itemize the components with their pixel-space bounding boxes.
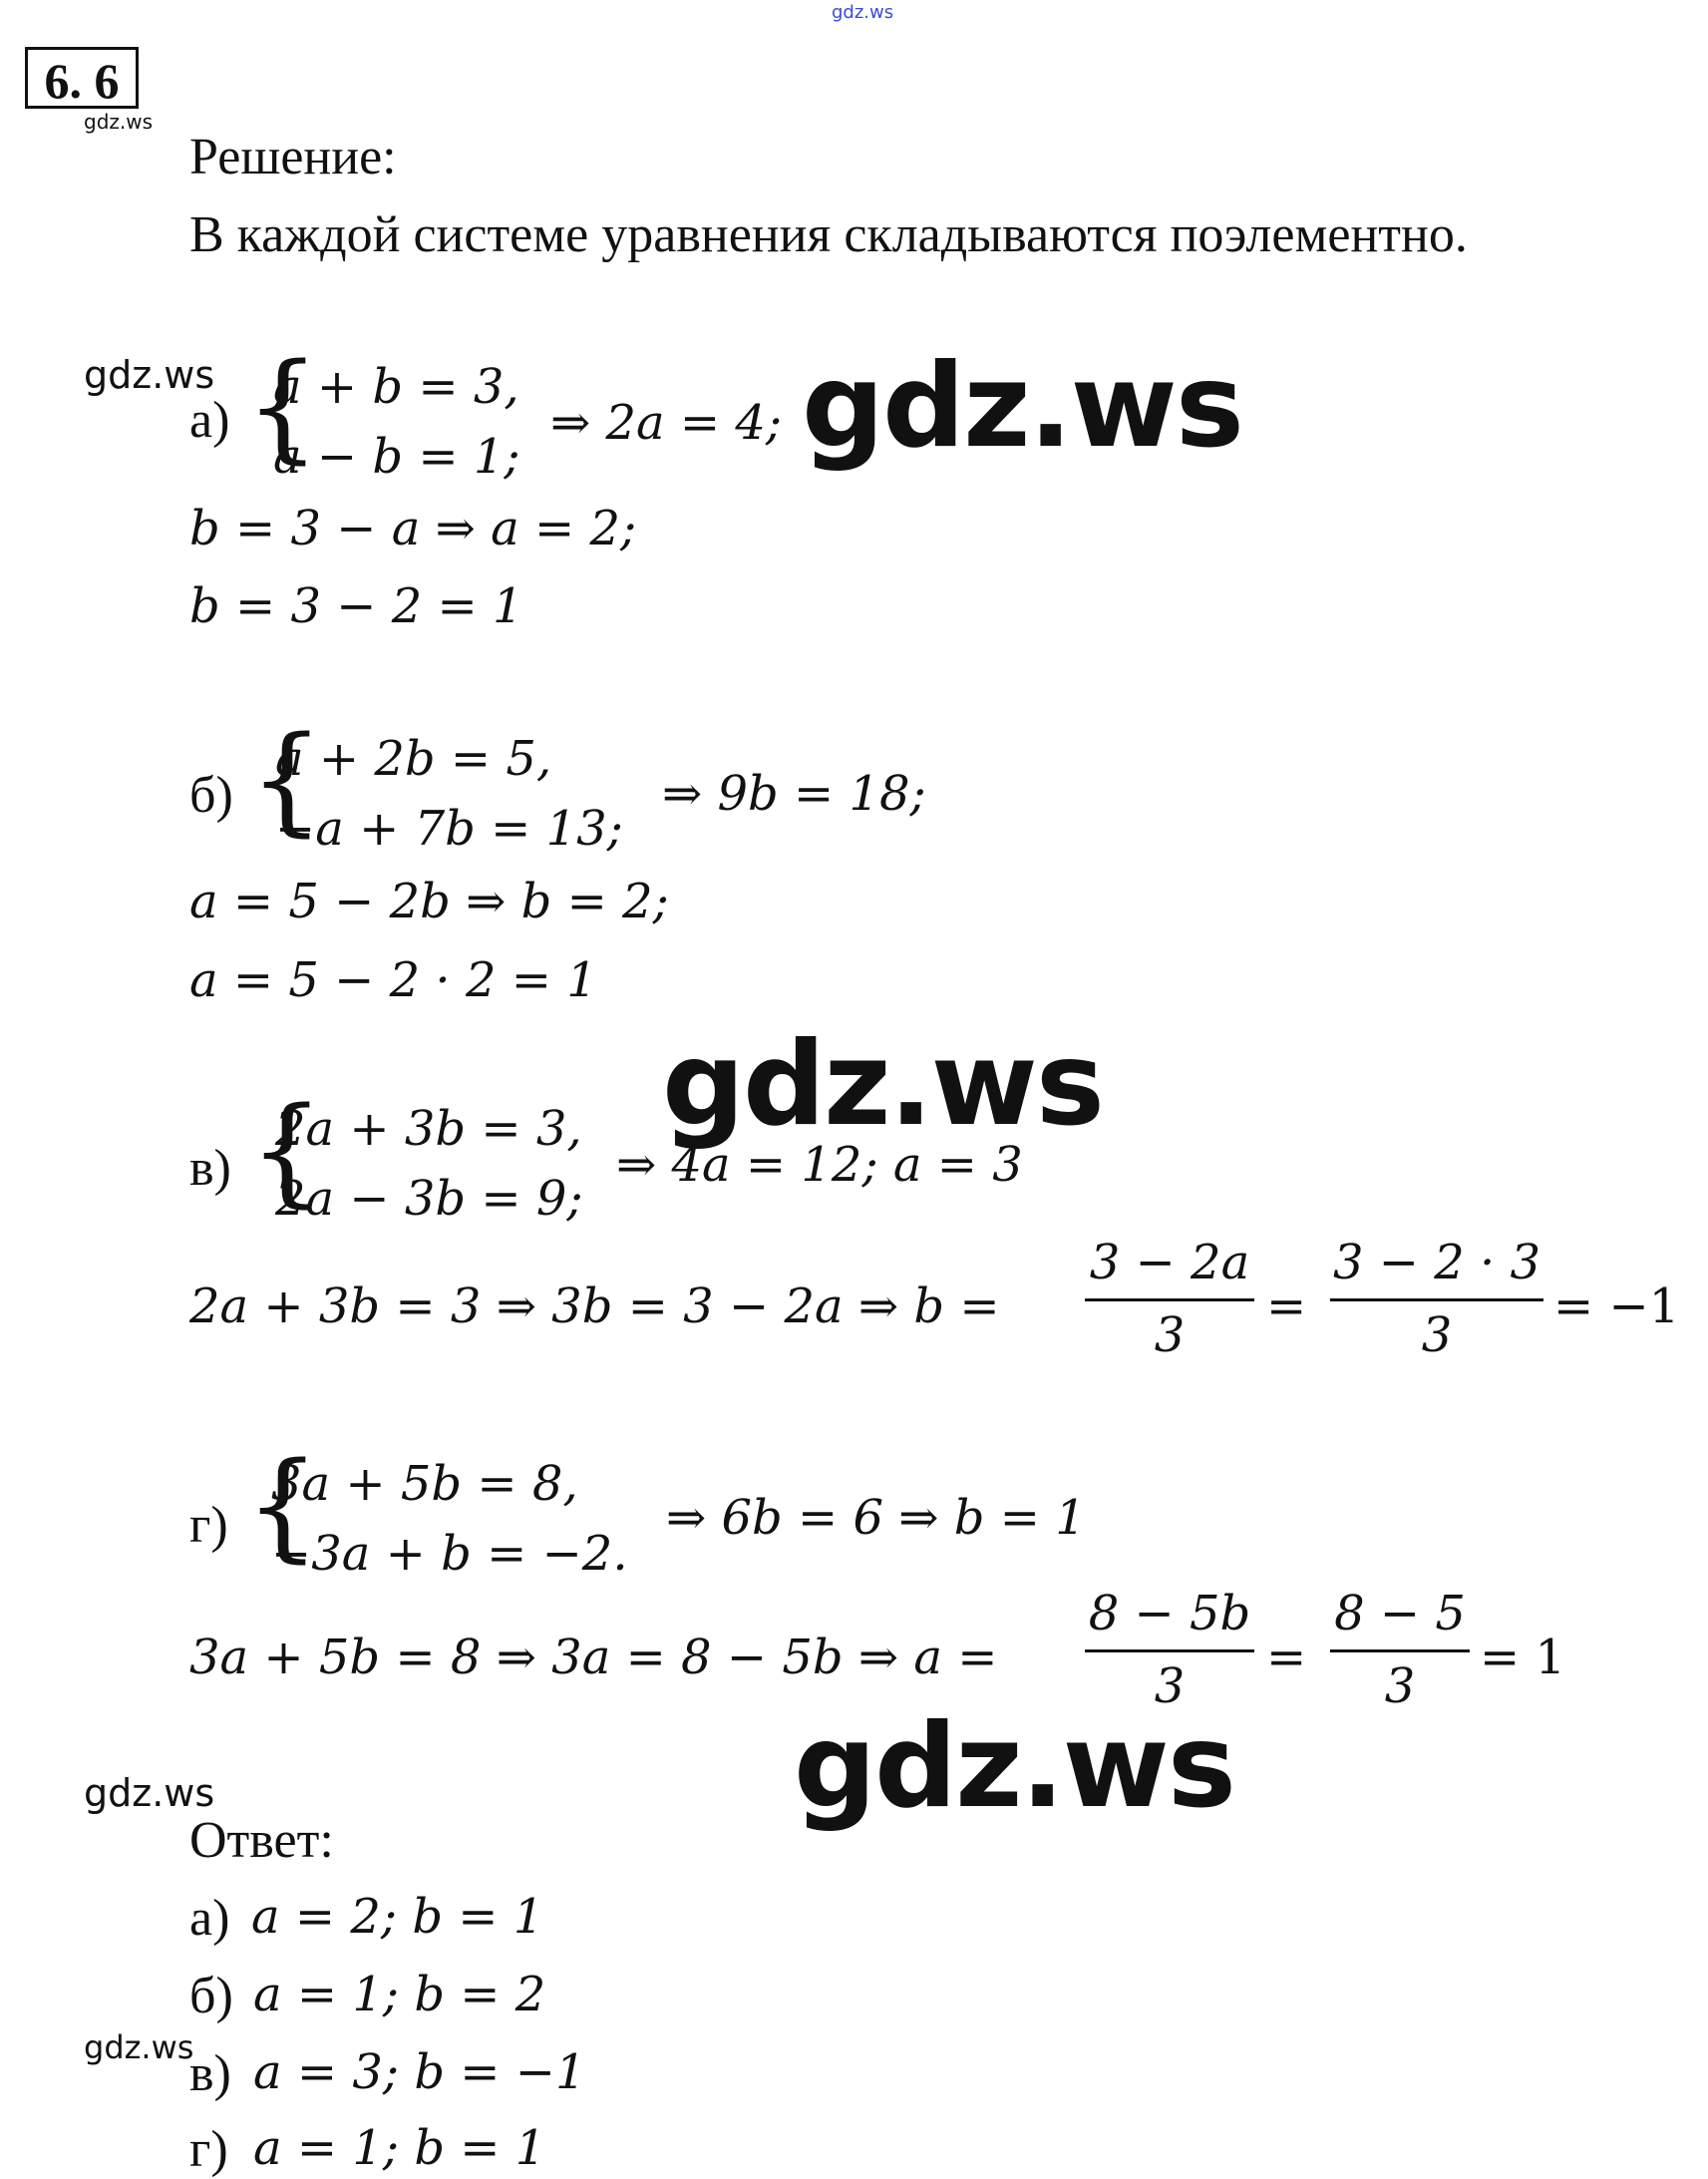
part-a-eq2: a − b = 1; — [273, 429, 520, 485]
fraction-denominator: 3 — [1384, 1658, 1416, 1714]
problem-number: 6. 6 — [44, 53, 120, 109]
part-a-label: а) — [189, 392, 230, 449]
fraction-denominator: 3 — [1421, 1307, 1453, 1363]
part-a-result: ⇒ 2a = 4; — [550, 395, 783, 451]
fraction — [1330, 1586, 1470, 1714]
fraction-bar — [1085, 1298, 1254, 1301]
part-v-label: в) — [189, 1140, 231, 1197]
fraction — [1085, 1586, 1254, 1714]
watermark-big: gdz.ws — [802, 339, 1242, 474]
answer-a-label: а) — [189, 1890, 230, 1947]
part-v-eq1: 2a + 3b = 3, — [275, 1101, 582, 1157]
answer-v-label: в) — [189, 2045, 231, 2102]
fraction-numerator: 3 − 2 · 3 — [1332, 1235, 1541, 1290]
part-a-line1: b = 3 − a ⇒ a = 2; — [189, 501, 637, 556]
part-a-line2: b = 3 − 2 = 1 — [189, 578, 523, 634]
part-g-eq1: 3a + 5b = 8, — [271, 1456, 578, 1512]
system-brace: { — [245, 1436, 321, 1574]
answer-label: Ответ: — [189, 1812, 334, 1869]
fraction-bar — [1330, 1298, 1543, 1301]
part-b-eq1: a + 2b = 5, — [275, 731, 552, 787]
part-b-label: б) — [189, 767, 233, 824]
equals-sign: = — [1266, 1630, 1307, 1685]
part-g-label: г) — [189, 1497, 228, 1554]
system-brace: { — [249, 1081, 325, 1219]
problem-number-box — [25, 47, 139, 109]
watermark-top: gdz.ws — [832, 2, 894, 23]
watermark-small: gdz.ws — [84, 353, 215, 397]
part-g-result: ⇒ 6b = 6 ⇒ b = 1 — [666, 1490, 1086, 1546]
part-g-line1-rhs: = 1 — [1480, 1630, 1566, 1685]
fraction-numerator: 8 − 5b — [1088, 1586, 1251, 1641]
part-b-result: ⇒ 9b = 18; — [662, 766, 926, 822]
system-brace: { — [249, 710, 325, 848]
fraction-denominator: 3 — [1154, 1307, 1186, 1363]
part-b-line2: a = 5 − 2 · 2 = 1 — [189, 952, 597, 1008]
fraction-bar — [1330, 1649, 1470, 1652]
solution-label: Решение: — [189, 129, 397, 185]
part-v-line1-rhs: = −1 — [1553, 1278, 1680, 1334]
watermark-small: gdz.ws — [84, 2028, 194, 2066]
answer-b-value: a = 1; b = 2 — [253, 1967, 546, 2022]
fraction — [1330, 1235, 1543, 1363]
fraction-numerator: 3 − 2a — [1089, 1235, 1250, 1290]
fraction-numerator: 8 − 5 — [1334, 1586, 1466, 1641]
part-b-eq2: −a + 7b = 13; — [275, 801, 623, 857]
solution-description: В каждой системе уравнения складываются поэлементно. — [189, 206, 1468, 263]
answer-v-value: a = 3; b = −1 — [253, 2044, 586, 2100]
answer-g-value: a = 1; b = 1 — [253, 2120, 546, 2176]
part-b-line1: a = 5 − 2b ⇒ b = 2; — [189, 874, 669, 929]
watermark-under-number: gdz.ws — [84, 110, 154, 134]
fraction-denominator: 3 — [1154, 1658, 1186, 1714]
part-g-line1-lhs: 3a + 5b = 8 ⇒ 3a = 8 − 5b ⇒ a = — [189, 1630, 998, 1685]
watermark-big: gdz.ws — [662, 1017, 1103, 1152]
part-v-eq2: 2a − 3b = 9; — [275, 1171, 583, 1227]
fraction-bar — [1085, 1649, 1254, 1652]
answer-a-value: a = 2; b = 1 — [251, 1889, 544, 1945]
part-g-eq2: −3a + b = −2. — [271, 1526, 628, 1582]
part-a-eq1: a + b = 3, — [273, 359, 519, 415]
watermark-big: gdz.ws — [794, 1699, 1234, 1834]
answer-b-label: б) — [189, 1968, 233, 2024]
watermark-small: gdz.ws — [84, 1771, 215, 1815]
part-v-result: ⇒ 4a = 12; a = 3 — [616, 1137, 1023, 1193]
answer-g-label: г) — [189, 2121, 228, 2178]
part-v-line1-lhs: 2a + 3b = 3 ⇒ 3b = 3 − 2a ⇒ b = — [189, 1278, 1000, 1334]
equals-sign: = — [1266, 1278, 1307, 1334]
system-brace: { — [245, 337, 321, 475]
fraction — [1085, 1235, 1254, 1363]
